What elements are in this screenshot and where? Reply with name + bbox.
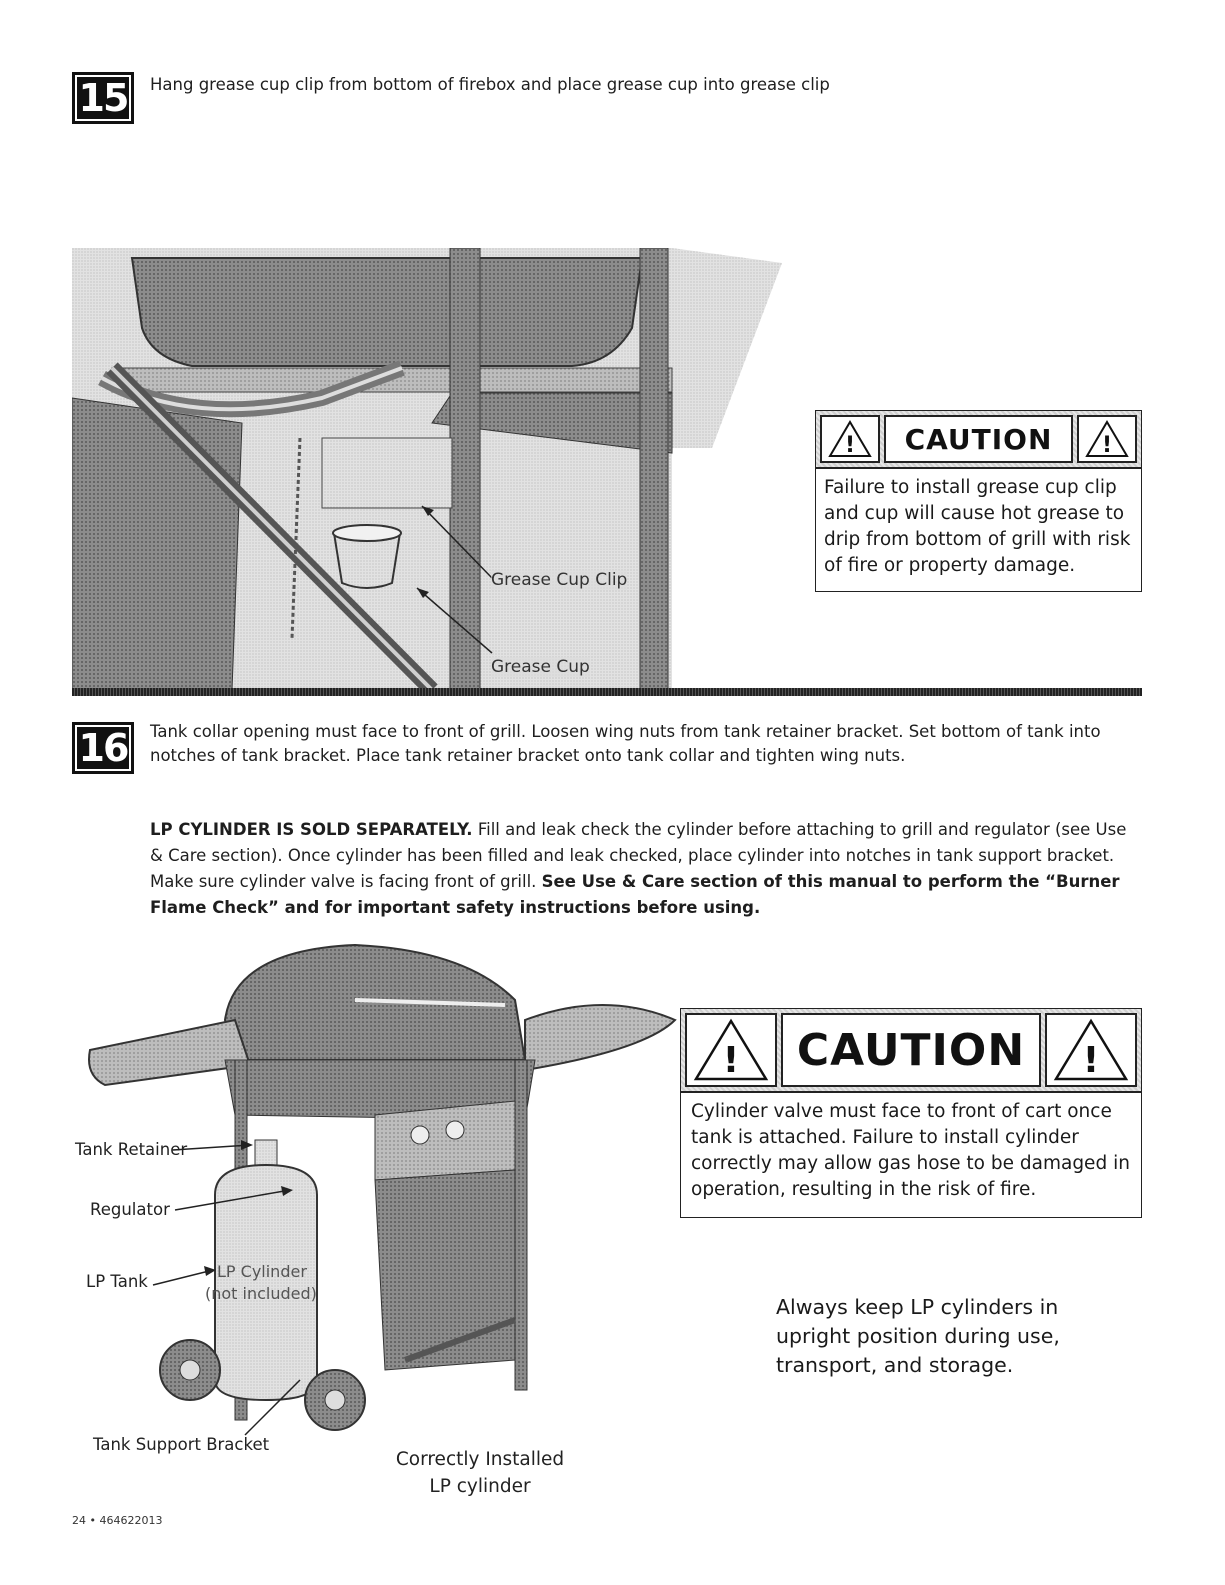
lp-paragraph-body: Fill and leak check the cylinder before attaching to grill and regulator (see Use & Care section). Once cylinder has been filled and leak checked, place cylinder into notches in tank support bracket. Make sure cylinder valve is facing front of grill.	[150, 820, 1127, 891]
caution-box-grease	[815, 410, 1142, 592]
caution-header	[681, 1009, 1141, 1093]
warning-triangle-icon	[1077, 415, 1137, 463]
step-16-instruction: Tank collar opening must face to front of grill. Loosen wing nuts from tank retainer bracket. Set bottom of tank into notches of tank bracket. Place tank retainer bracket onto tank collar and tighten wing nuts.	[150, 722, 1101, 765]
caution-header	[816, 411, 1141, 469]
caution-title: CAUTION	[781, 1013, 1041, 1087]
correctly-installed-caption	[375, 1446, 585, 1500]
step-16-number: 16	[78, 726, 128, 770]
regulator-label: Regulator	[90, 1200, 170, 1219]
step-16-badge	[72, 722, 134, 774]
page-footer: 24 • 464622013	[72, 1514, 163, 1527]
step-15-instruction: Hang grease cup clip from bottom of firebox and place grease cup into grease clip	[150, 75, 830, 94]
svg-text:!: !	[1101, 433, 1113, 458]
step-15-number: 15	[78, 76, 128, 120]
caption-line-1: Correctly Installed	[395, 1449, 565, 1470]
grill-lp-tank-illustration	[85, 940, 685, 1440]
tank-support-bracket-label: Tank Support Bracket	[93, 1435, 270, 1454]
lp-cylinder-paragraph	[150, 817, 1140, 921]
caution-text-grease: Failure to install grease cup clip and cup will cause hot grease to drip from bottom of grill with risk of fire or property damage.	[824, 477, 1131, 576]
warning-triangle-icon	[1045, 1013, 1137, 1087]
lp-sold-separately: LP CYLINDER IS SOLD SEPARATELY.	[150, 820, 473, 839]
section-divider	[72, 688, 1142, 696]
see-use-care: See Use & Care section of this manual to perform the “Burner Flame Check” and for important safety instructions before using.	[150, 872, 1120, 917]
svg-text:!: !	[1082, 1040, 1100, 1081]
step-15-badge	[72, 72, 134, 124]
warning-triangle-icon	[685, 1013, 777, 1087]
warning-triangle-icon	[820, 415, 880, 463]
caution-title: CAUTION	[884, 415, 1073, 463]
upright-note: Always keep LP cylinders in upright position during use, transport, and storage.	[776, 1295, 1060, 1377]
svg-text:!: !	[722, 1040, 740, 1081]
grease-cup-label: Grease Cup	[491, 657, 590, 677]
lp-cylinder-label: LP Cylinder	[217, 1262, 307, 1281]
svg-text:!: !	[844, 433, 856, 458]
not-included-label: (not included)	[205, 1284, 317, 1303]
grease-cup-illustration	[72, 248, 782, 690]
caution-box-cylinder	[680, 1008, 1142, 1218]
tank-retainer-label: Tank Retainer	[75, 1140, 188, 1159]
caption-line-2: LP cylinder	[429, 1476, 531, 1497]
lp-tank-label: LP Tank	[86, 1272, 148, 1291]
grease-cup-clip-label: Grease Cup Clip	[491, 570, 628, 590]
caution-text-cylinder: Cylinder valve must face to front of cart once tank is attached. Failure to install cylinder correctly may allow gas hose to be damaged in operation, resulting in the risk of fire.	[691, 1101, 1130, 1200]
